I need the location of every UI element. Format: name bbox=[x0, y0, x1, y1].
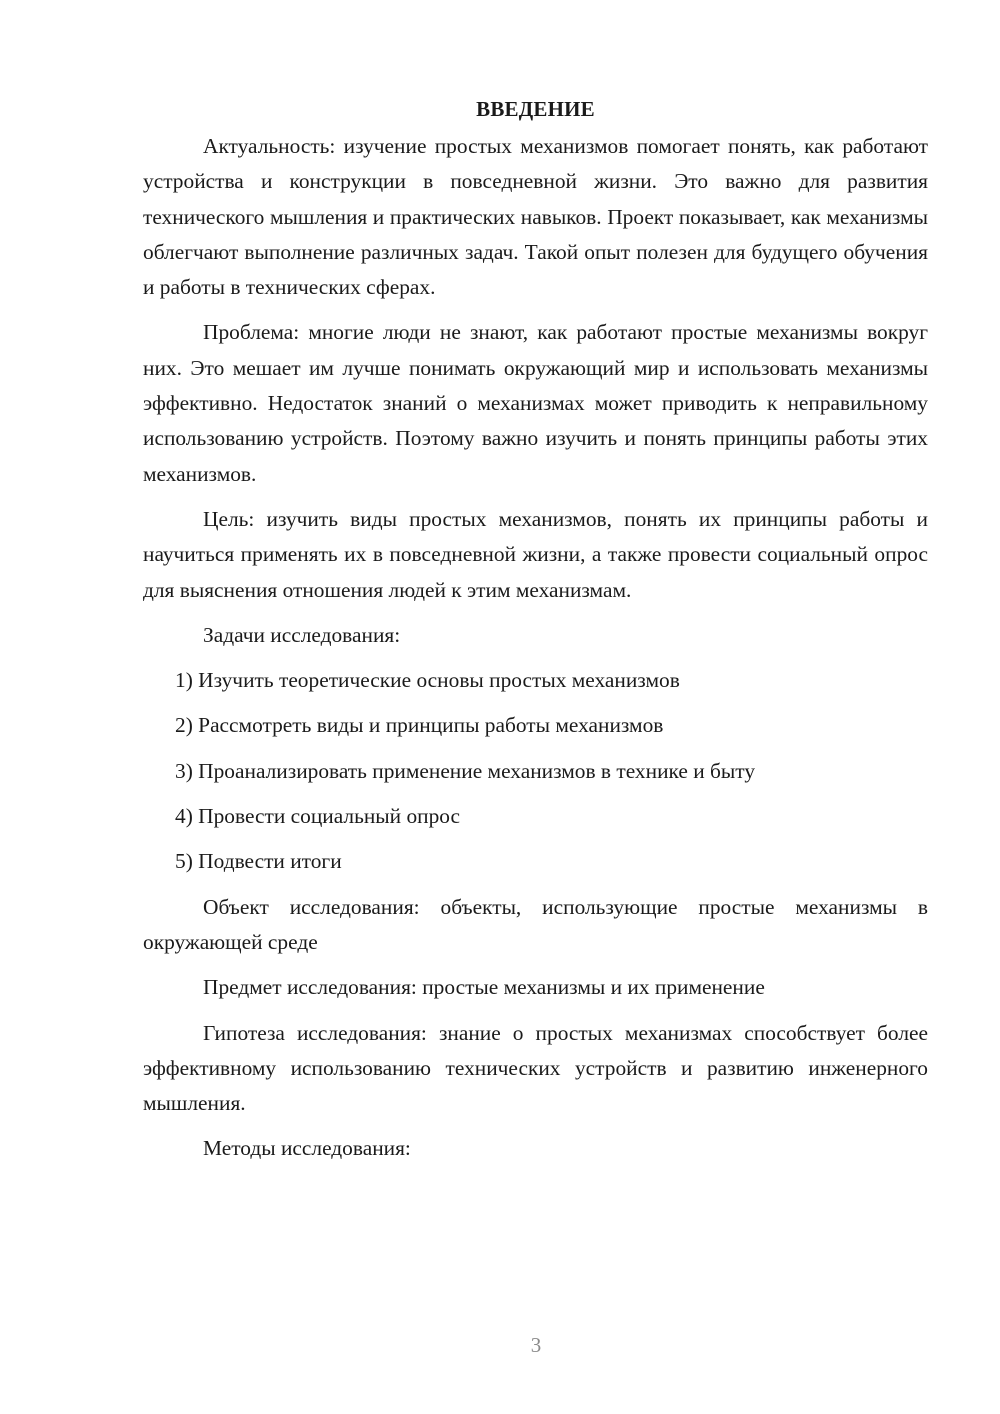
problem-paragraph: Проблема: многие люди не знают, как работают простые механизмы вокруг них. Это мешает им лучше понимать окружающий мир и использовать механизмы эффективно. Недостаток знаний о механизмах может приводить к неправильному использованию устройств. Поэтому важно изучить и понять принципы работы этих механизмов. bbox=[143, 320, 928, 486]
list-item: 2) Рассмотреть виды и принципы работы механизмов bbox=[175, 713, 664, 738]
subject-paragraph: Предмет исследования: простые механизмы и их применение bbox=[203, 975, 765, 1000]
document-page bbox=[143, 92, 928, 1177]
page-title: ВВЕДЕНИЕ bbox=[476, 97, 595, 121]
methods-heading: Методы исследования: bbox=[203, 1136, 411, 1161]
page-number: 3 bbox=[530, 1333, 542, 1357]
list-item: 3) Проанализировать применение механизмов в технике и быту bbox=[175, 758, 756, 783]
object-paragraph: Объект исследования: объекты, использующие простые механизмы в окружающей среде bbox=[143, 894, 928, 954]
goal-paragraph: Цель: изучить виды простых механизмов, понять их принципы работы и научиться применять их в повседневной жизни, а также провести социальный опрос для выяснения отношения людей к этим механизмам. bbox=[143, 506, 928, 602]
relevance-paragraph: Актуальность: изучение простых механизмов помогает понять, как работают устройства и конструкции в повседневной жизни. Это важно для развития технического мышления и практических навыков. Проект показывает, как механизмы облегчают выполнение различных задач. Такой опыт полезен для будущего обучения и работы в технических сферах. bbox=[143, 134, 928, 300]
list-item: 5) Подвести итоги bbox=[175, 849, 342, 874]
hypothesis-paragraph: Гипотеза исследования: знание о простых механизмах способствует более эффективному использованию технических устройств и развитию инженерного мышления. bbox=[143, 1020, 928, 1116]
list-item: 1) Изучить теоретические основы простых механизмов bbox=[175, 668, 680, 693]
list-item: 4) Провести социальный опрос bbox=[175, 804, 461, 829]
tasks-list bbox=[143, 663, 928, 879]
tasks-heading: Задачи исследования: bbox=[203, 622, 401, 647]
